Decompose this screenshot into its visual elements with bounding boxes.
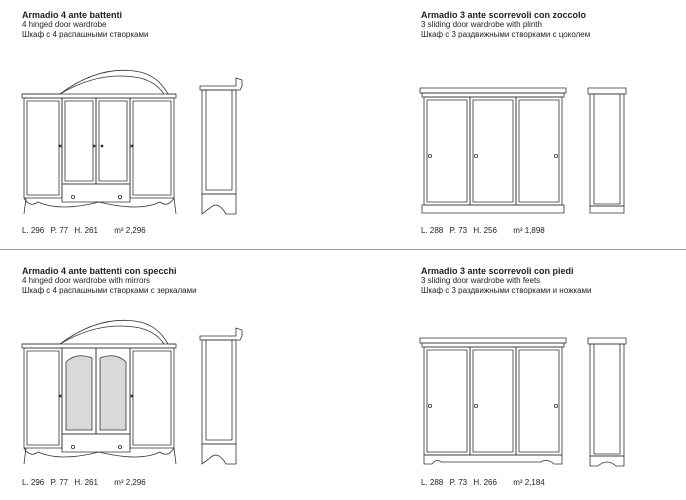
dimension-depth: P. 73 xyxy=(449,478,468,487)
product-title: Armadio 4 ante battenti xyxy=(22,10,123,20)
dimension-depth: P. 73 xyxy=(449,226,468,235)
product-subtitle-ru: Шкаф с 4 распашными створками xyxy=(22,30,149,39)
wardrobe-4-doors-front-drawing xyxy=(22,70,176,214)
product-subtitle-ru: Шкаф с 4 распашными створками с зеркалами xyxy=(22,286,197,295)
wardrobe-4-doors-mirrors-side-drawing xyxy=(200,328,242,464)
wardrobe-3-sliding-plinth-front-drawing xyxy=(420,88,566,213)
dimension-length: L. 296 xyxy=(22,226,45,235)
dimension-length: L. 288 xyxy=(421,226,444,235)
product-title: Armadio 3 ante scorrevoli con zoccolo xyxy=(421,10,587,20)
dimension-height: H. 266 xyxy=(473,478,497,487)
product-subtitle-ru: Шкаф с 3 раздвижными створками и ножками xyxy=(421,286,592,295)
product-title: Armadio 4 ante battenti con specchi xyxy=(22,266,177,276)
product-title: Armadio 3 ante scorrevoli con piedi xyxy=(421,266,574,276)
product-subtitle-en: 4 hinged door wardrobe with mirrors xyxy=(22,276,151,285)
dimension-volume: m³ 2,296 xyxy=(114,478,146,487)
wardrobe-4-doors-mirrors-front-drawing xyxy=(22,320,176,464)
product-subtitle-en: 3 sliding door wardrobe with feets xyxy=(421,276,541,285)
dimension-height: H. 256 xyxy=(473,226,497,235)
dimension-length: L. 288 xyxy=(421,478,444,487)
dimension-depth: P. 77 xyxy=(50,478,69,487)
product-subtitle-en: 3 sliding door wardrobe with plinth xyxy=(421,20,542,29)
product-subtitle-en: 4 hinged door wardrobe xyxy=(22,20,107,29)
product-subtitle-ru: Шкаф с 3 раздвижными створками с цоколем xyxy=(421,30,591,39)
wardrobe-4-doors-side-drawing xyxy=(200,78,242,214)
dimension-volume: m³ 2,184 xyxy=(513,478,545,487)
dimension-volume: m³ 2,296 xyxy=(114,226,146,235)
dimension-volume: m³ 1,898 xyxy=(513,226,545,235)
wardrobe-3-sliding-feet-side-drawing xyxy=(588,338,626,466)
wardrobe-3-sliding-plinth-side-drawing xyxy=(588,88,626,213)
dimension-height: H. 261 xyxy=(74,226,98,235)
dimension-height: H. 261 xyxy=(74,478,98,487)
dimension-depth: P. 77 xyxy=(50,226,69,235)
dimension-length: L. 296 xyxy=(22,478,45,487)
wardrobe-3-sliding-feet-front-drawing xyxy=(420,338,566,464)
